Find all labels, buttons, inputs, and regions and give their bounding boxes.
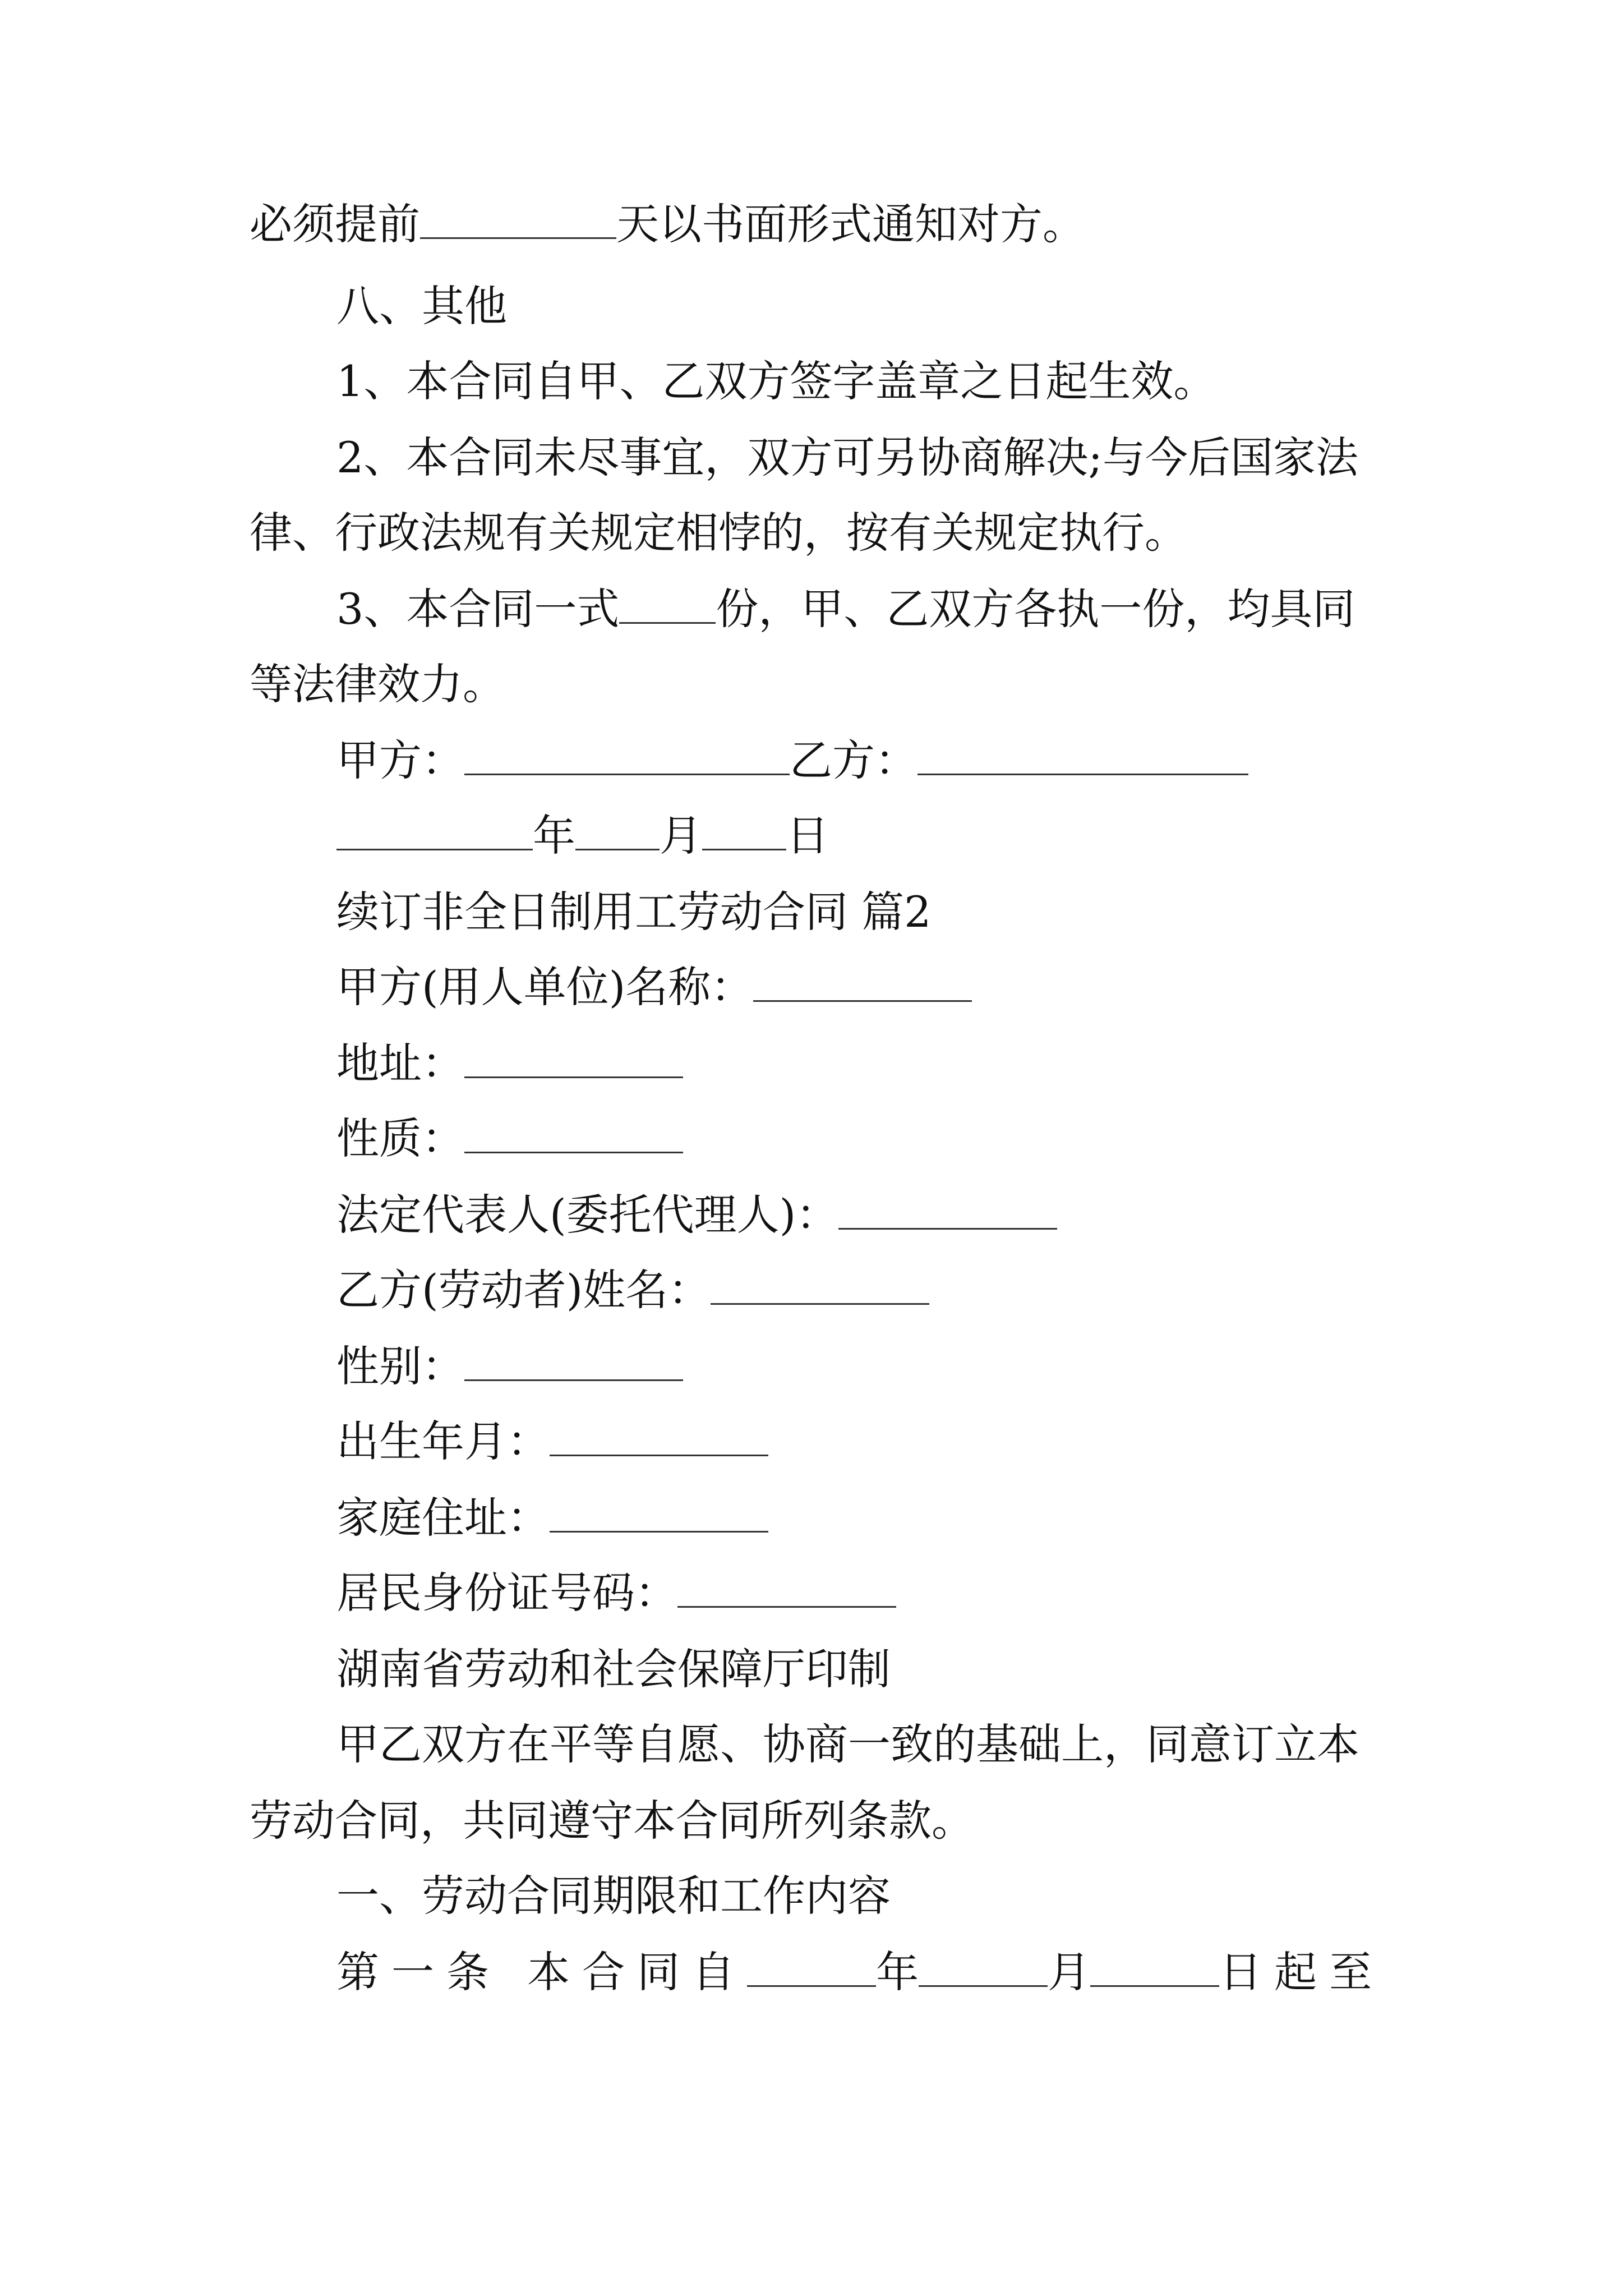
- day-label: 日: [786, 811, 829, 861]
- blank-field: [838, 1191, 1057, 1230]
- date-line: [336, 809, 829, 863]
- field-label: 居民身份证号码：: [336, 1568, 677, 1618]
- party-b-label: 乙方：: [790, 735, 917, 785]
- blank-field: [619, 585, 716, 624]
- field-line: [336, 1188, 1057, 1242]
- field-line: [336, 1566, 896, 1620]
- month-label: 月: [1048, 1947, 1091, 1997]
- text-segment: 份，甲、乙双方各执一份，均具同: [716, 584, 1355, 634]
- signature-line: [336, 734, 1248, 788]
- field-label: 乙方(劳动者)姓名：: [336, 1265, 711, 1315]
- field-line: [336, 1037, 683, 1091]
- party-b-blank: [917, 737, 1248, 775]
- text-segment: 第一条 本合同自: [336, 1947, 748, 1997]
- month-blank: [575, 812, 660, 850]
- field-label: 性别：: [336, 1341, 464, 1391]
- clause-line: 2、本合同未尽事宜，双方可另协商解决;与今后国家法: [336, 432, 1358, 482]
- blank-field: [464, 1115, 683, 1153]
- clause-line: 律、行政法规有关规定相悖的，按有关规定执行。: [250, 508, 1187, 558]
- preamble-line: 甲乙双方在平等自愿、协商一致的基础上，同意订立本: [336, 1719, 1359, 1769]
- day-blank: [702, 812, 786, 850]
- notice-line: [250, 197, 1085, 251]
- blank-field: [464, 1342, 683, 1381]
- section-heading: 八、其他: [336, 281, 507, 331]
- text-segment: 日起至: [1219, 1947, 1385, 1997]
- blank-field: [420, 200, 616, 239]
- field-label: 法定代表人(委托代理人)：: [336, 1190, 839, 1240]
- clause-line: [336, 582, 1355, 636]
- field-label: 地址：: [336, 1038, 464, 1088]
- section-heading: 一、劳动合同期限和工作内容: [336, 1871, 891, 1921]
- month-label: 月: [660, 811, 702, 861]
- year-blank: [336, 812, 533, 850]
- blank-field: [919, 1948, 1048, 1987]
- party-a-label: 甲方：: [336, 735, 464, 785]
- field-line: [336, 1112, 683, 1166]
- year-label: 年: [533, 811, 575, 861]
- text-segment: 3、本合同一式: [336, 584, 620, 634]
- article-line: [336, 1945, 1384, 1999]
- issuer-line: 湖南省劳动和社会保障厅印制: [336, 1644, 891, 1694]
- party-a-blank: [464, 737, 790, 775]
- field-line: [336, 1340, 683, 1393]
- blank-field: [711, 1266, 929, 1305]
- text-segment: 天以书面形式通知对方。: [616, 199, 1085, 249]
- blank-field: [1090, 1948, 1219, 1987]
- blank-field: [550, 1494, 768, 1533]
- field-label: 出生年月：: [336, 1416, 550, 1466]
- year-label: 年: [876, 1947, 919, 1997]
- field-label: 家庭住址：: [336, 1493, 550, 1543]
- document-title: 续订非全日制用工劳动合同 篇2: [336, 887, 932, 937]
- preamble-line: 劳动合同，共同遵守本合同所列条款。: [250, 1796, 974, 1846]
- field-line: [336, 1415, 768, 1469]
- field-line: [336, 1263, 929, 1317]
- field-line: [336, 1491, 768, 1545]
- blank-field: [747, 1948, 876, 1987]
- blank-field: [677, 1569, 896, 1608]
- blank-field: [550, 1418, 768, 1456]
- field-label: 性质：: [336, 1114, 464, 1163]
- text-segment: 必须提前: [250, 199, 420, 249]
- field-line: [336, 960, 972, 1014]
- blank-field: [753, 963, 972, 1002]
- field-label: 甲方(用人单位)名称：: [336, 962, 754, 1012]
- blank-field: [464, 1039, 683, 1078]
- clause-line: 等法律效力。: [250, 659, 505, 709]
- clause-line: 1、本合同自甲、乙双方签字盖章之日起生效。: [336, 356, 1216, 406]
